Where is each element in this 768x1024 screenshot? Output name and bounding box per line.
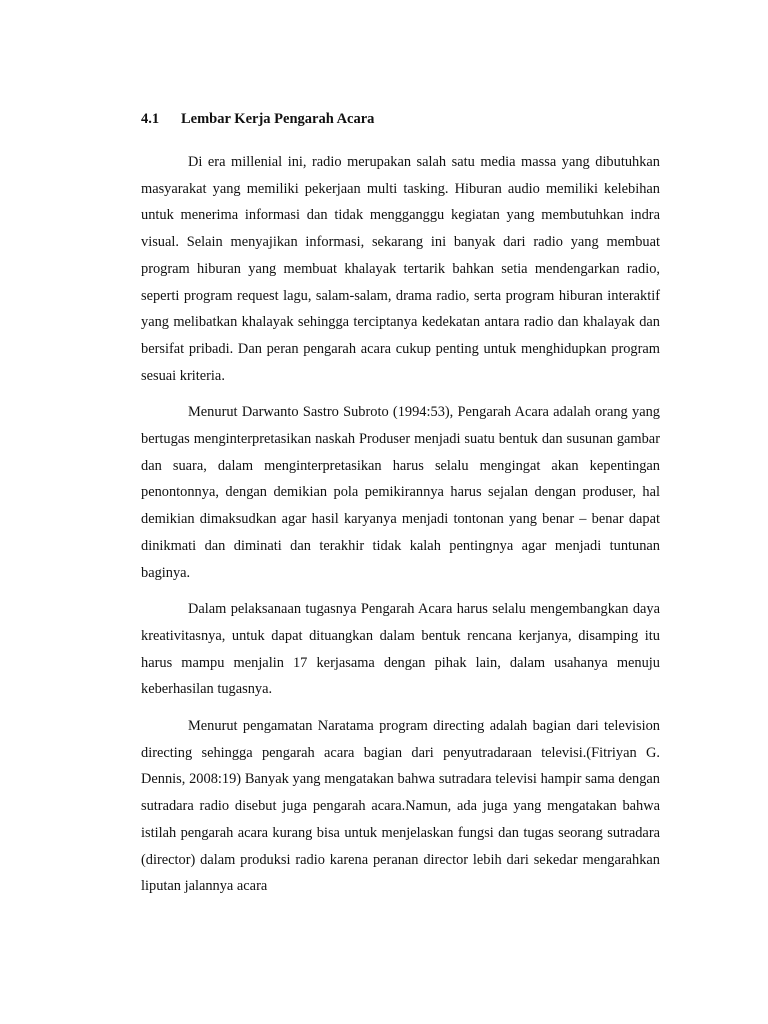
section-number: 4.1	[141, 111, 160, 127]
paragraph-intro: Di era millenial ini, radio merupakan salah satu media massa yang dibutuhkan masyarakat yang memiliki pekerjaan multi tasking. Hiburan audio memiliki kelebihan untuk menerima informasi dan tidak mengganggu kegiatan yang membutuhkan indra visual. Selain menyajikan informasi, sekarang ini banyak dari radio yang membuat program hiburan yang membuat khalayak tertarik bahkan setia mendengarkan radio, seperti program request lagu, salam-salam, drama radio, serta program hiburan interaktif yang melibatkan khalayak sehingga terciptanya kedekatan antara radio dan khalayak dan bersifat pribadi. Dan peran pengarah acara cukup penting untuk menghidupkan program sesuai kriteria.	[141, 154, 660, 384]
section-heading	[141, 109, 660, 129]
paragraph-directing: Menurut pengamatan Naratama program directing adalah bagian dari television directing sehingga pengarah acara bagian dari penyutradaraan televisi.(Fitriyan G. Dennis, 2008:19) Banyak yang mengatakan bahwa sutradara televisi hampir sama dengan sutradara radio disebut juga pengarah acara.Namun, ada juga yang mengatakan bahwa istilah pengarah acara kurang bisa untuk menjelaskan fungsi dan tugas seorang sutradara (director) dalam produksi radio karena peranan director lebih dari sekedar mengarahkan liputan jalannya acara	[141, 718, 660, 895]
section-title: Lembar Kerja Pengarah Acara	[181, 111, 375, 127]
paragraph-duties: Dalam pelaksanaan tugasnya Pengarah Acara harus selalu mengembangkan daya kreativitasnya, untuk dapat dituangkan dalam bentuk rencana kerjanya, disamping itu harus mampu menjalin 17 kerjasama dengan pihak lain, dalam usahanya menuju keberhasilan tugasnya.	[141, 601, 660, 698]
paragraph-definition: Menurut Darwanto Sastro Subroto (1994:53), Pengarah Acara adalah orang yang bertugas menginterpretasikan naskah Produser menjadi suatu bentuk dan susunan gambar dan suara, dalam menginterpretasikan harus selalu mengingat akan kepentingan penontonnya, dengan demikian pola pemikirannya harus sejalan dengan produser, hal demikian dimaksudkan agar hasil karyanya menjadi tontonan yang benar – benar dapat dinikmati dan diminati dan terakhir tidak kalah pentingnya agar menjadi tuntunan baginya.	[141, 404, 660, 581]
